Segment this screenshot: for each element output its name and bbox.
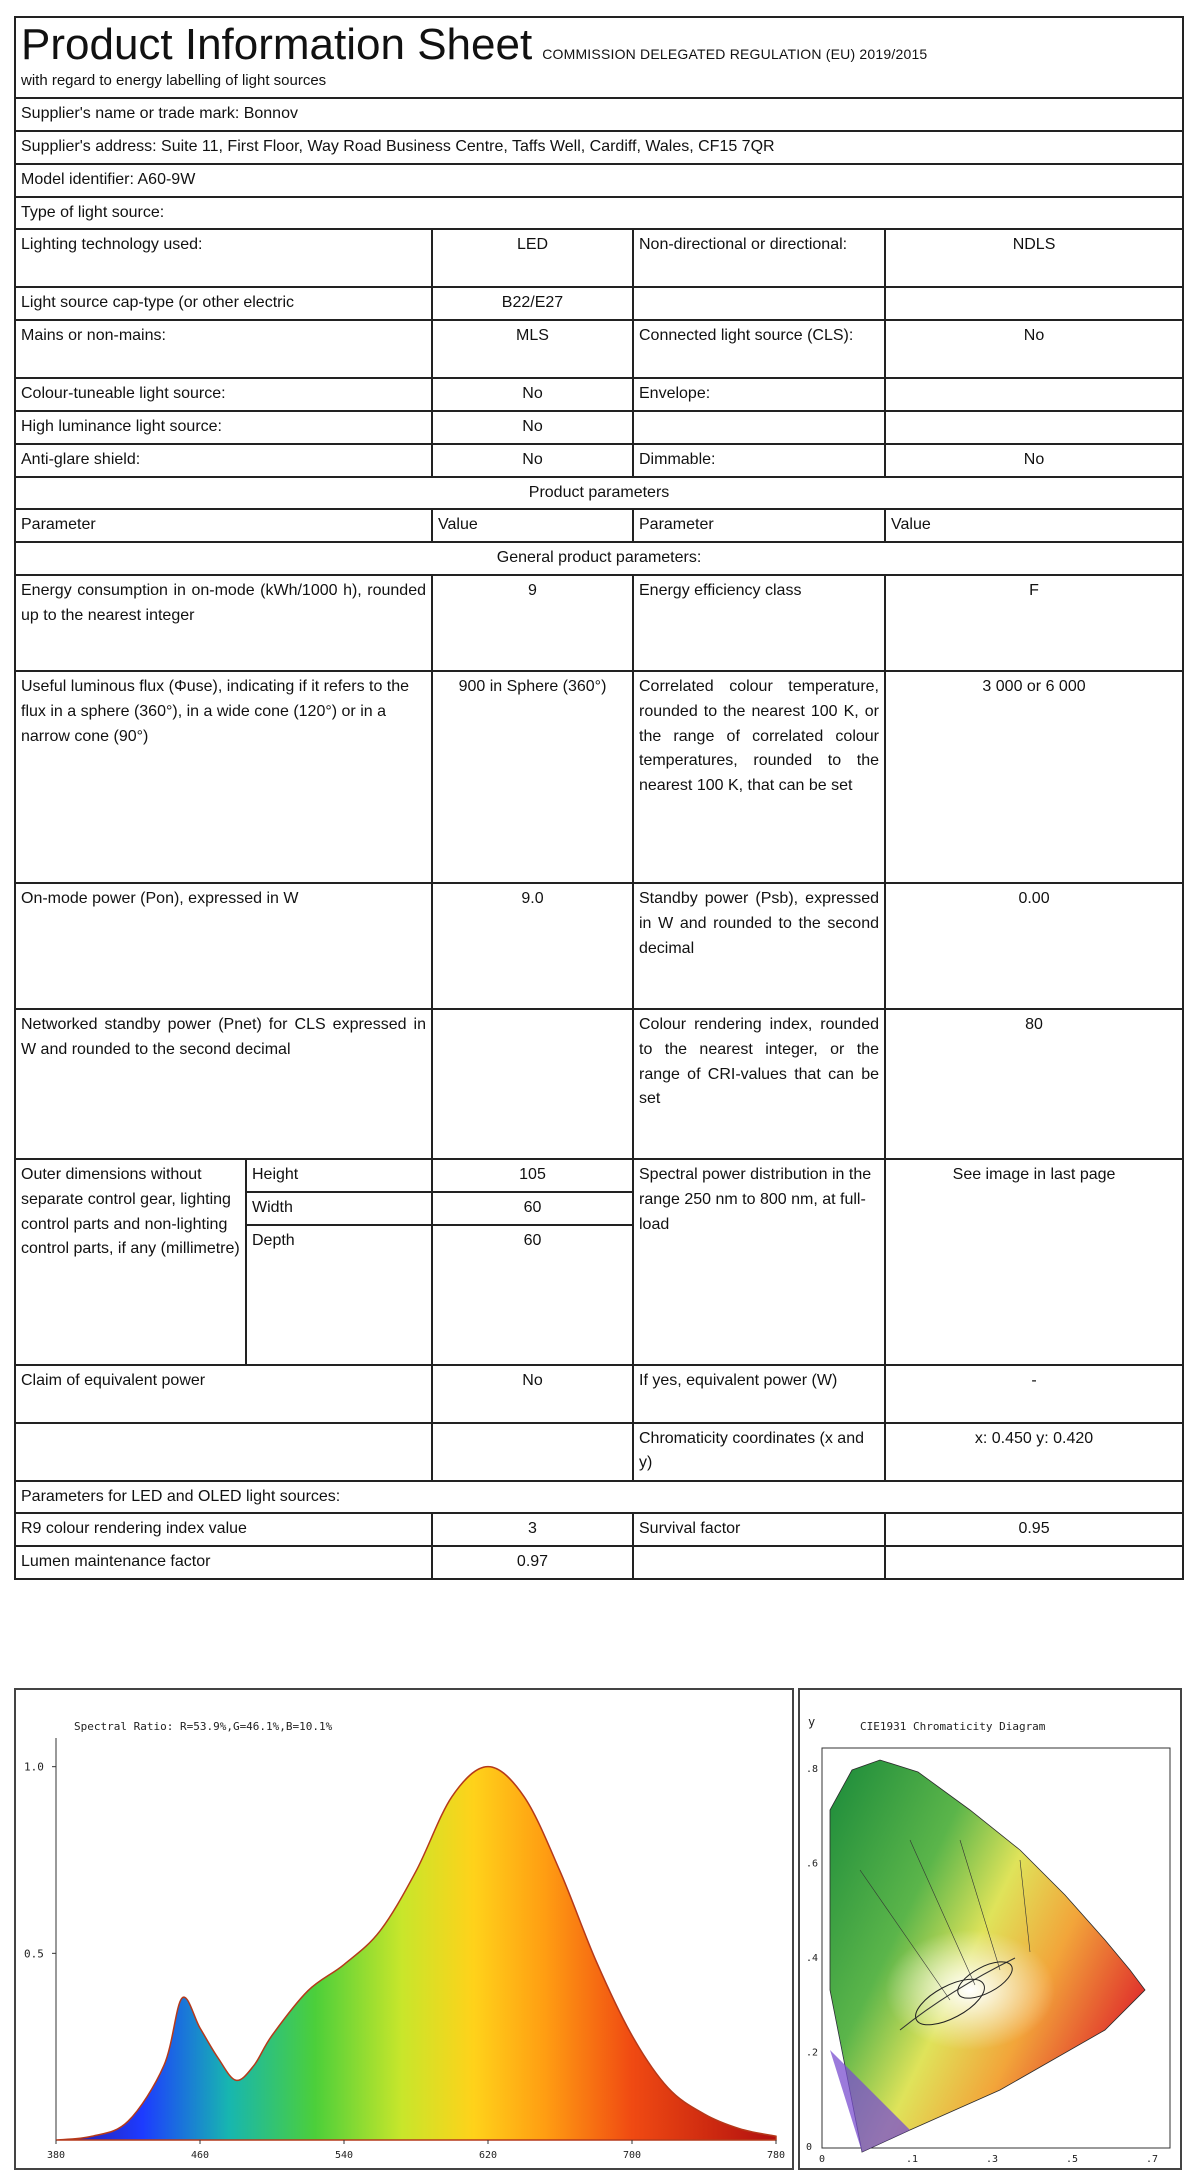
- y-tick-label: 1.0: [24, 1760, 44, 1774]
- directional-value: NDLS: [885, 229, 1183, 287]
- col-value: Value: [885, 509, 1183, 542]
- spd-value: See image in last page: [885, 1159, 1183, 1365]
- cie-chart: [800, 1690, 1180, 2168]
- charts-area: [14, 1688, 1182, 2170]
- depth-value: 60: [432, 1225, 633, 1365]
- envelope-value: [885, 378, 1183, 411]
- header-cell: [15, 17, 1183, 98]
- mains-label: Mains or non-mains:: [15, 320, 432, 378]
- survival-factor-value: 0.95: [885, 1513, 1183, 1546]
- empty-cell: [633, 1546, 885, 1579]
- empty-cell: [15, 1423, 432, 1481]
- equivalent-power-value: No: [432, 1365, 633, 1423]
- page-title: Product Information Sheet: [21, 20, 533, 69]
- anti-glare-label: Anti-glare shield:: [15, 444, 432, 477]
- efficiency-class-label: Energy efficiency class: [633, 575, 885, 671]
- lumen-maintenance-value: 0.97: [432, 1546, 633, 1579]
- x-tick-label: 380: [46, 2150, 66, 2161]
- anti-glare-value: No: [432, 444, 633, 477]
- product-information-sheet: [14, 16, 1182, 1580]
- empty-cell: [885, 1546, 1183, 1579]
- chromaticity-value: x: 0.450 y: 0.420: [885, 1423, 1183, 1481]
- on-mode-power-value: 9.0: [432, 883, 633, 1009]
- equivalent-power-label: Claim of equivalent power: [15, 1365, 432, 1423]
- chromaticity-label: Chromaticity coordinates (x and y): [633, 1423, 885, 1481]
- cie-x-tick-label: .3: [985, 2154, 999, 2165]
- colour-tuneable-value: No: [432, 378, 633, 411]
- lumen-maintenance-label: Lumen maintenance factor: [15, 1546, 432, 1579]
- supplier-name: Supplier's name or trade mark: Bonnov: [15, 98, 1183, 131]
- height-label: Height: [246, 1159, 432, 1192]
- envelope-label: Envelope:: [633, 378, 885, 411]
- cie-y-tick-label: .8: [806, 1764, 819, 1775]
- energy-consumption-label: Energy consumption in on-mode (kWh/1000 h), rounded up to the nearest integer: [15, 575, 432, 671]
- cie-panel: [798, 1688, 1182, 2170]
- cri-value: 80: [885, 1009, 1183, 1159]
- colour-tuneable-label: Colour-tuneable light source:: [15, 378, 432, 411]
- spectrum-title: Spectral Ratio: R=53.9%,G=46.1%,B=10.1%: [74, 1720, 333, 1733]
- model-identifier: Model identifier: A60-9W: [15, 164, 1183, 197]
- outer-dimensions-label: Outer dimensions without separate control gear, lighting control parts and non-lighting control parts, if any (millimetre): [15, 1159, 246, 1365]
- x-tick-label: 780: [766, 2150, 786, 2161]
- empty-cell: [432, 1423, 633, 1481]
- spectrum-chart: [16, 1690, 792, 2168]
- networked-standby-label: Networked standby power (Pnet) for CLS expressed in W and rounded to the second decimal: [15, 1009, 432, 1159]
- cie-x-tick-label: 0: [818, 2154, 826, 2165]
- dimmable-value: No: [885, 444, 1183, 477]
- equivalent-power-if-label: If yes, equivalent power (W): [633, 1365, 885, 1423]
- led-parameters-heading: Parameters for LED and OLED light sources:: [15, 1481, 1183, 1514]
- cie-title: CIE1931 Chromaticity Diagram: [860, 1720, 1046, 1733]
- spectrum-panel: [14, 1688, 794, 2170]
- depth-label: Depth: [246, 1225, 432, 1365]
- height-value: 105: [432, 1159, 633, 1192]
- cie-y-tick-label: .2: [806, 2047, 819, 2059]
- general-parameters-heading: General product parameters:: [15, 542, 1183, 575]
- standby-power-label: Standby power (Psb), expressed in W and rounded to the second decimal: [633, 883, 885, 1009]
- empty-cell: [633, 287, 885, 320]
- cls-value: No: [885, 320, 1183, 378]
- r9-label: R9 colour rendering index value: [15, 1513, 432, 1546]
- luminous-flux-value: 900 in Sphere (360°): [432, 671, 633, 883]
- empty-cell: [885, 411, 1183, 444]
- cie-x-tick-label: .1: [905, 2154, 919, 2165]
- width-value: 60: [432, 1192, 633, 1225]
- cap-type-label: Light source cap-type (or other electric: [15, 287, 432, 320]
- x-tick-label: 700: [622, 2150, 642, 2161]
- y-tick-label: 0.5: [24, 1947, 44, 1961]
- cct-value: 3 000 or 6 000: [885, 671, 1183, 883]
- col-parameter: Parameter: [15, 509, 432, 542]
- empty-cell: [885, 287, 1183, 320]
- product-parameters-heading: Product parameters: [15, 477, 1183, 510]
- cri-label: Colour rendering index, rounded to the nearest integer, or the range of CRI-values that can be set: [633, 1009, 885, 1159]
- subtitle: with regard to energy labelling of light sources: [21, 72, 327, 90]
- cie-y-tick-label: 0: [806, 2142, 813, 2153]
- networked-standby-value: [432, 1009, 633, 1159]
- cie-x-tick-label: .7: [1145, 2154, 1159, 2165]
- high-luminance-label: High luminance light source:: [15, 411, 432, 444]
- col-value: Value: [432, 509, 633, 542]
- cls-label: Connected light source (CLS):: [633, 320, 885, 378]
- r9-value: 3: [432, 1513, 633, 1546]
- energy-consumption-value: 9: [432, 575, 633, 671]
- info-table: [14, 16, 1184, 1580]
- regulation-text: COMMISSION DELEGATED REGULATION (EU) 2019/2015: [542, 46, 928, 62]
- equivalent-power-if-value: -: [885, 1365, 1183, 1423]
- standby-power-value: 0.00: [885, 883, 1183, 1009]
- survival-factor-label: Survival factor: [633, 1513, 885, 1546]
- lighting-tech-value: LED: [432, 229, 633, 287]
- x-tick-label: 460: [190, 2150, 210, 2161]
- x-tick-label: 620: [478, 2150, 498, 2161]
- high-luminance-value: No: [432, 411, 633, 444]
- light-source-type: Type of light source:: [15, 197, 1183, 230]
- mains-value: MLS: [432, 320, 633, 378]
- cie-y-tick-label: .6: [806, 1858, 819, 1870]
- cct-label: Correlated colour temperature, rounded to the nearest 100 K, or the range of correlated colour temperatures, rounded to the nearest 100 K, that can be set: [633, 671, 885, 883]
- cie-axis-label: y: [808, 1715, 816, 1729]
- col-parameter: Parameter: [633, 509, 885, 542]
- cie-x-tick-label: .5: [1065, 2154, 1079, 2165]
- spectrum-area: [56, 1767, 776, 2140]
- efficiency-class-value: F: [885, 575, 1183, 671]
- spd-label: Spectral power distribution in the range 250 nm to 800 nm, at full-load: [633, 1159, 885, 1365]
- x-tick-label: 540: [334, 2150, 354, 2161]
- on-mode-power-label: On-mode power (Pon), expressed in W: [15, 883, 432, 1009]
- dimmable-label: Dimmable:: [633, 444, 885, 477]
- luminous-flux-label: Useful luminous flux (Φuse), indicating if it refers to the flux in a sphere (360°), in a wide cone (120°) or in a narrow cone (90°): [15, 671, 432, 883]
- width-label: Width: [246, 1192, 432, 1225]
- empty-cell: [633, 411, 885, 444]
- directional-label: Non-directional or directional:: [633, 229, 885, 287]
- cie-y-tick-label: .4: [806, 1953, 819, 1964]
- lighting-tech-label: Lighting technology used:: [15, 229, 432, 287]
- supplier-address: Supplier's address: Suite 11, First Floor, Way Road Business Centre, Taffs Well, Cardiff, Wales, CF15 7QR: [15, 131, 1183, 164]
- cap-type-value: B22/E27: [432, 287, 633, 320]
